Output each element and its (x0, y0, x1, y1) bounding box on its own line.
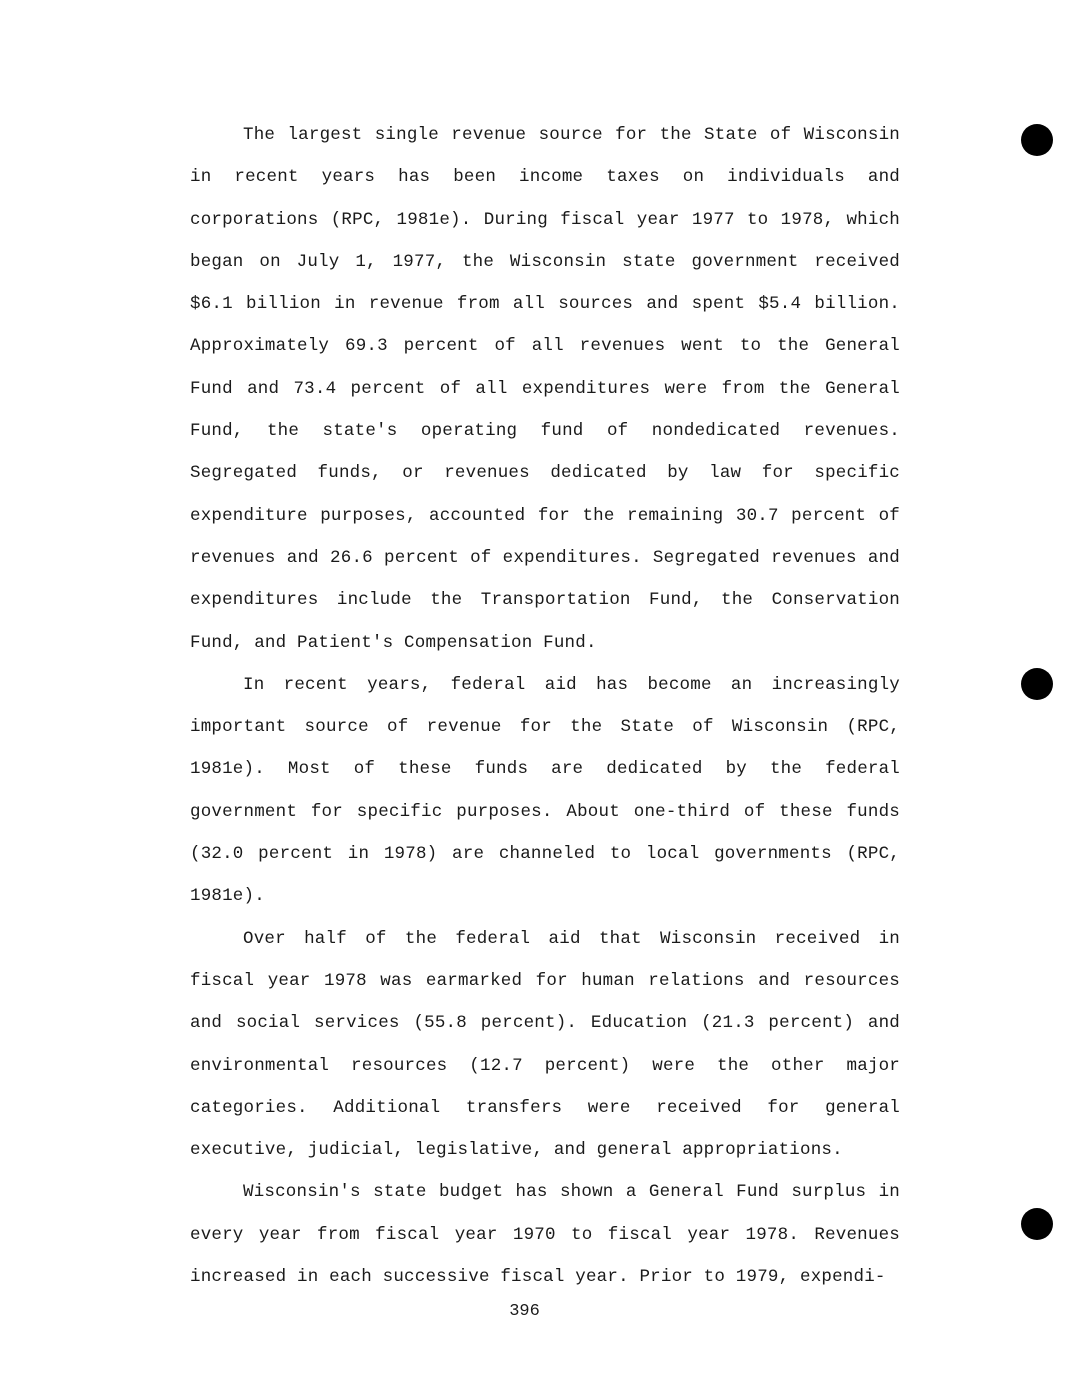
paragraph-federal-aid: In recent years, federal aid has become an increasingly important source of revenue for the State of Wisconsin (RPC, 1981e). Most of these funds are dedicated by the federal government for specific purposes. About one-third of these funds (32.0 percent in 1978) are channeled to local governments (RPC, 1981e). (190, 674, 900, 907)
binder-hole-icon (1021, 1208, 1053, 1240)
body-text (190, 114, 900, 1298)
page-number: 396 (509, 1302, 540, 1321)
binder-hole-icon (1021, 124, 1053, 156)
paragraph-budget-surplus: Wisconsin's state budget has shown a General Fund surplus in every year from fiscal year 1970 to fiscal year 1978. Revenues increased in each successive fiscal year. Prior to 1979, expendi- (190, 1182, 900, 1288)
binder-hole-icon (1021, 668, 1053, 700)
paragraph-federal-aid-categories: Over half of the federal aid that Wisconsin received in fiscal year 1978 was earmarked for human relations and resources and social services (55.8 percent). Education (21.3 percent) and environmental resources (12.7 percent) were the other major categories. Additional transfers were received for general executive, judicial, legislative, and general appropriations. (190, 928, 900, 1161)
paragraph-revenue-sources: The largest single revenue source for the State of Wisconsin in recent years has been income taxes on individuals and corporations (RPC, 1981e). During fiscal year 1977 to 1978, which began on July 1, 1977, the Wisconsin state government received $6.1 billion in revenue from all sources and spent $5.4 billion. Approximately 69.3 percent of all revenues went to the General Fund and 73.4 percent of all expenditures were from the General Fund, the state's operating fund of nondedicated revenues. Segregated funds, or revenues dedicated by law for specific expenditure purposes, accounted for the remaining 30.7 percent of revenues and 26.6 percent of expenditures. Segregated revenues and expenditures include the Transportation Fund, the Conservation Fund, and Patient's Compensation Fund. (190, 125, 900, 653)
